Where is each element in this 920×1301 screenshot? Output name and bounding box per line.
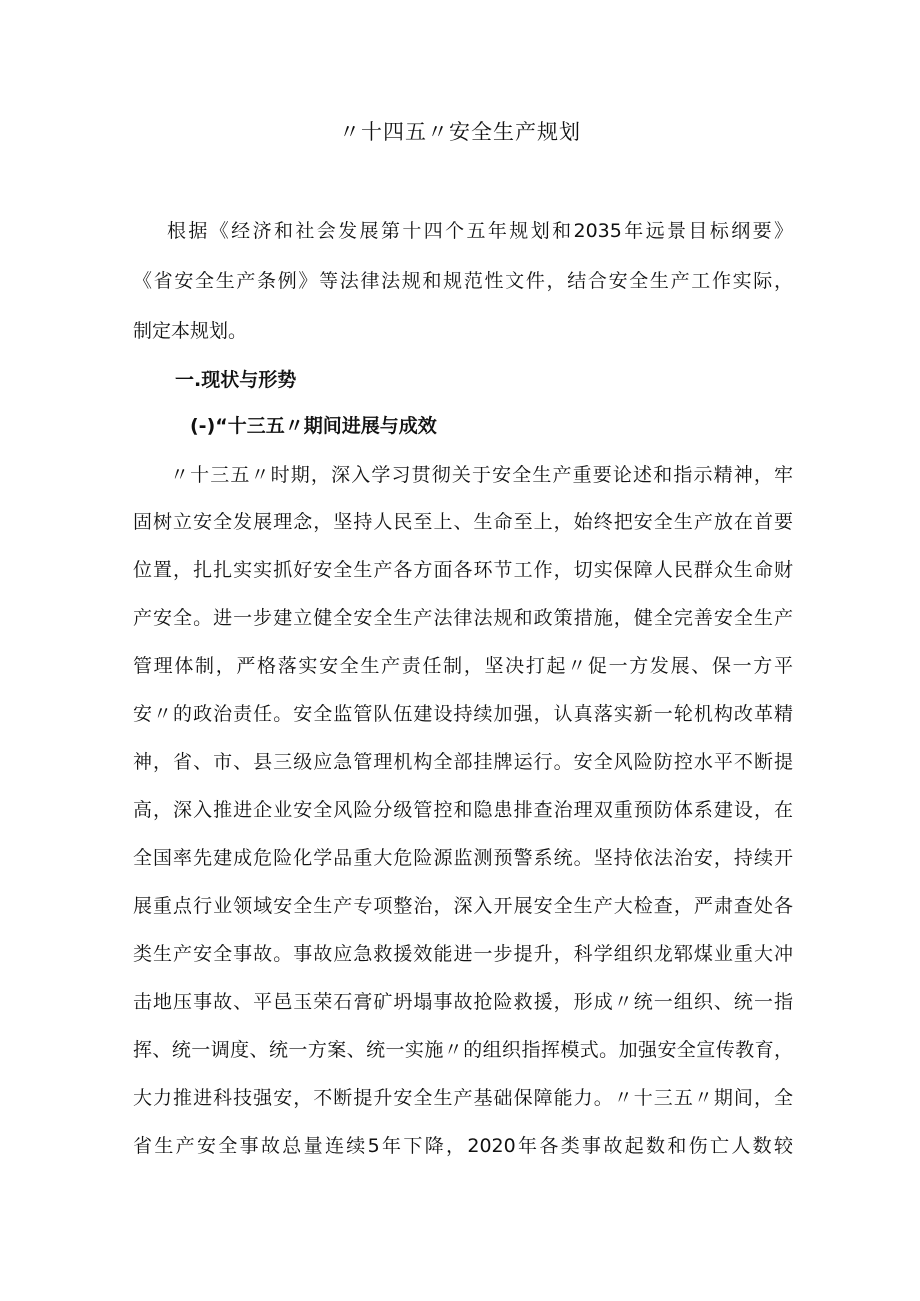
body-line-11: 类生产安全事故。事故应急救援效能进一步提升，科学组织龙郓煤业重大冲 <box>133 943 793 965</box>
body-line-13: 挥、统一调度、统一方案、统一实施〃的组织指挥模式。加强安全宣传教育， <box>133 1039 793 1061</box>
body-line-7: 神，省、市、县三级应急管理机构全部挂牌运行。安全风险防控水平不断提 <box>133 751 793 773</box>
body-line-5: 管理体制，严格落实安全生产责任制，坚决打起〃促一方发展、保一方平 <box>133 655 793 677</box>
body-line-15: 省生产安全事故总量连续5年下降，2020年各类事故起数和伤亡人数较 <box>133 1135 793 1157</box>
body-line-6: 安〃的政治责任。安全监管队伍建设持续加强，认真落实新一轮机构改革精 <box>133 703 793 725</box>
body-line-14: 大力推进科技强安，不断提升安全生产基础保障能力。〃十三五〃期间，全 <box>133 1087 793 1109</box>
body-line-8: 高，深入推进企业安全风险分级管控和隐患排查治理双重预防体系建设，在 <box>133 799 793 821</box>
intro-line-3: 制定本规划。 <box>133 320 248 342</box>
section-heading-1: 一.现状与形势 <box>175 369 297 391</box>
subsection-heading-1: (-)“十三五〃期间进展与成效 <box>190 415 437 437</box>
body-line-1: 〃十三五〃时期，深入学习贯彻关于安全生产重要论述和指示精神，牢 <box>170 464 793 486</box>
body-line-10: 展重点行业领域安全生产专项整治，深入开展安全生产大检查，严肃查处各 <box>133 895 793 917</box>
body-line-3: 位置，扎扎实实抓好安全生产各方面各环节工作，切实保障人民群众生命财 <box>133 559 793 581</box>
intro-line-1: 根据《经济和社会发展第十四个五年规划和2035年远景目标纲要》 <box>167 220 793 242</box>
document-title: 〃十四五〃安全生产规划 <box>339 120 581 144</box>
intro-line-2: 《省安全生产条例》等法律法规和规范性文件，结合安全生产工作实际， <box>133 270 793 292</box>
body-line-12: 击地压事故、平邑玉荣石膏矿坍塌事故抢险救援，形成〃统一组织、统一指 <box>133 991 793 1013</box>
body-line-4: 产安全。进一步建立健全安全生产法律法规和政策措施，健全完善安全生产 <box>133 607 793 629</box>
body-line-2: 固树立安全发展理念，坚持人民至上、生命至上，始终把安全生产放在首要 <box>133 511 793 533</box>
body-line-9: 全国率先建成危险化学品重大危险源监测预警系统。坚持依法治安，持续开 <box>133 847 793 869</box>
